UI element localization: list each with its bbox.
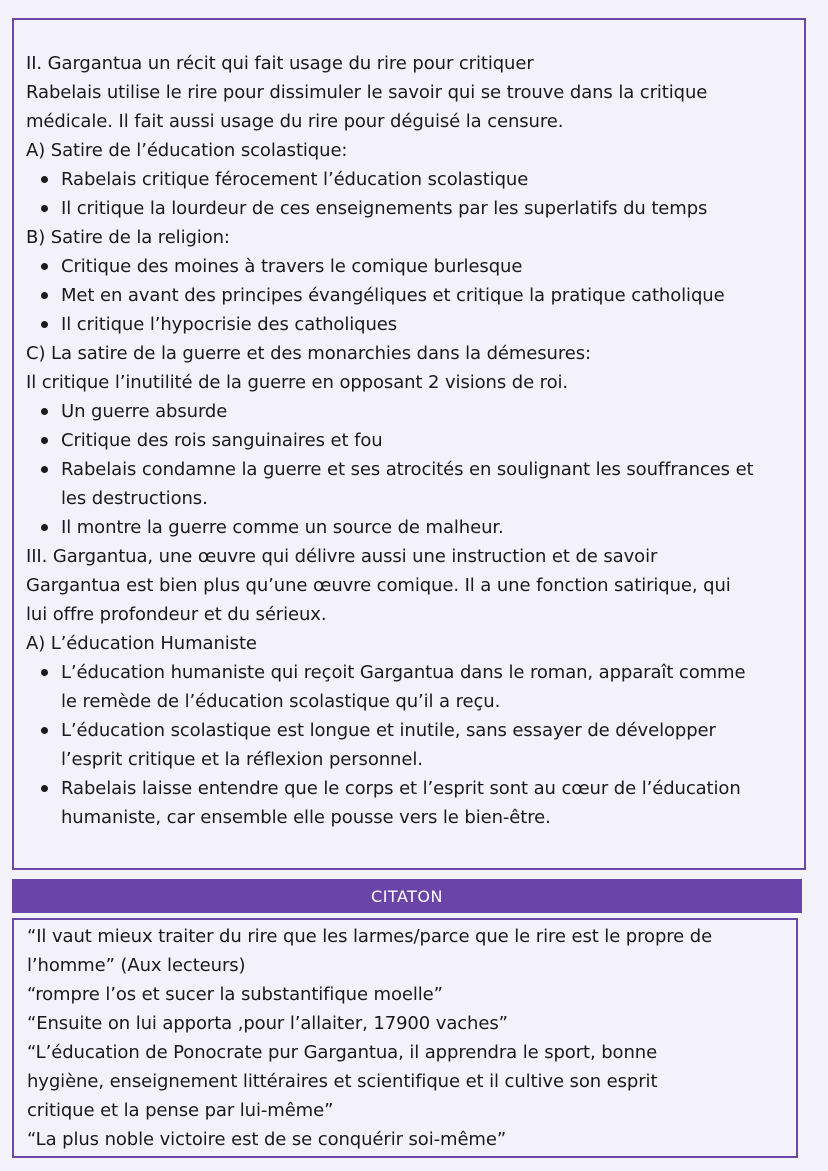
bullet-icon	[41, 176, 48, 183]
bullet-icon	[41, 437, 48, 444]
section-3-title: III. Gargantua, une œuvre qui délivre aussi une instruction et de savoir	[26, 546, 658, 567]
bullet-icon	[41, 263, 48, 270]
bullet-icon	[41, 205, 48, 212]
list-item: Met en avant des principes évangéliques et critique la pratique catholique	[26, 281, 804, 310]
part-c-title: C) La satire de la guerre et des monarchies dans la démesures:	[26, 343, 591, 364]
course-notes-panel	[12, 18, 806, 870]
list-item: L’éducation scolastique est longue et inutile, sans essayer de développer l’esprit critique et la réflexion personnel.	[26, 716, 804, 774]
quote-line: “La plus noble victoire est de se conquérir soi-même”	[27, 1129, 507, 1150]
list-item: Il critique la lourdeur de ces enseignements par les superlatifs du temps	[26, 194, 804, 223]
list-item: Critique des moines à travers le comique burlesque	[26, 252, 804, 281]
section-2-intro-line-2: médicale. Il fait aussi usage du rire pour déguisé la censure.	[26, 111, 564, 132]
list-item: Il montre la guerre comme un source de malheur.	[26, 513, 804, 542]
list-item: Rabelais laisse entendre que le corps et l’esprit sont au cœur de l’éducation humaniste, car ensemble elle pousse vers le bien-être.	[26, 774, 804, 832]
list-item: Un guerre absurde	[26, 397, 804, 426]
part-a-list	[26, 165, 804, 223]
bullet-icon	[41, 321, 48, 328]
bullet-icon	[41, 408, 48, 415]
quote-line: “Il vaut mieux traiter du rire que les larmes/parce que le rire est le propre de	[27, 926, 713, 947]
bullet-icon	[41, 466, 48, 473]
part-b-list	[26, 252, 804, 339]
section-3-intro-line-1: Gargantua est bien plus qu’une œuvre comique. Il a une fonction satirique, qui	[26, 575, 731, 596]
section-3-intro-line-2: lui offre profondeur et du sérieux.	[26, 604, 327, 625]
part-c-list	[26, 397, 804, 542]
section-2-title: II. Gargantua un récit qui fait usage du rire pour critiquer	[26, 53, 534, 74]
bullet-icon	[41, 727, 48, 734]
bullet-icon	[41, 785, 48, 792]
bullet-icon	[41, 524, 48, 531]
bullet-icon	[41, 292, 48, 299]
list-item: Il critique l’hypocrisie des catholiques	[26, 310, 804, 339]
part-a-title: A) Satire de l’éducation scolastique:	[26, 140, 348, 161]
list-item: L’éducation humaniste qui reçoit Gargantua dans le roman, apparaît comme le remède de l’éducation scolastique qu’il a reçu.	[26, 658, 804, 716]
part-c-intro: Il critique l’inutilité de la guerre en opposant 2 visions de roi.	[26, 372, 569, 393]
part-3a-title: A) L’éducation Humaniste	[26, 633, 257, 654]
bullet-icon	[41, 669, 48, 676]
list-item: Critique des rois sanguinaires et fou	[26, 426, 804, 455]
quote-line: “L’éducation de Ponocrate pur Gargantua, il apprendra le sport, bonne	[27, 1042, 658, 1063]
section-2-intro-line-1: Rabelais utilise le rire pour dissimuler le savoir qui se trouve dans la critique	[26, 82, 708, 103]
part-b-title: B) Satire de la religion:	[26, 227, 230, 248]
quote-line: “rompre l’os et sucer la substantifique moelle”	[27, 984, 443, 1005]
quote-line: “Ensuite on lui apporta ,pour l’allaiter, 17900 vaches”	[27, 1013, 508, 1034]
quote-line: l’homme” (Aux lecteurs)	[27, 955, 246, 976]
quote-line: critique et la pense par lui-même”	[27, 1100, 334, 1121]
quote-line: hygiène, enseignement littéraires et scientifique et il cultive son esprit	[27, 1071, 658, 1092]
citation-header: CITATON	[12, 879, 802, 913]
part-3a-list	[26, 658, 804, 832]
list-item: Rabelais critique férocement l’éducation scolastique	[26, 165, 804, 194]
citation-panel	[12, 918, 798, 1158]
list-item: Rabelais condamne la guerre et ses atrocités en soulignant les souffrances et les destructions.	[26, 455, 804, 513]
